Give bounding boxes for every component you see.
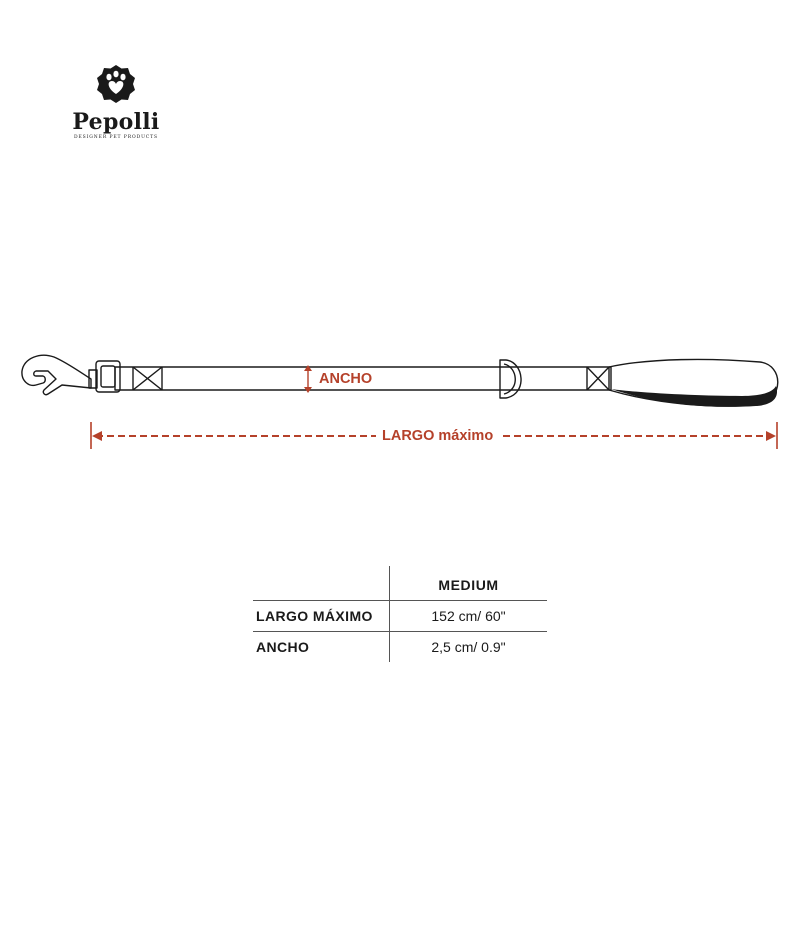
paw-heart-icon	[96, 64, 136, 104]
row-label-width: ANCHO	[256, 639, 310, 655]
table-header-row	[253, 566, 547, 601]
length-label: LARGO máximo	[376, 428, 499, 445]
row-value-length: 152 cm/ 60"	[390, 601, 548, 632]
row-label-length: LARGO MÁXIMO	[253, 601, 390, 632]
table-row	[253, 601, 547, 632]
width-label: ANCHO	[319, 371, 373, 387]
brand-tagline: DESIGNER PET PRODUCTS	[73, 135, 159, 140]
size-table	[253, 566, 547, 662]
row-value-width: 2,5 cm/ 0.9"	[390, 632, 548, 663]
leash-diagram	[0, 340, 800, 470]
brand-logo	[60, 64, 172, 140]
width-indicator	[304, 365, 312, 393]
table-corner-header	[253, 566, 390, 601]
d-ring	[500, 360, 521, 398]
size-column-header: MEDIUM	[390, 566, 548, 601]
table-row	[253, 632, 547, 663]
snap-hook	[22, 355, 91, 394]
brand-name: Pepolli	[72, 109, 160, 135]
